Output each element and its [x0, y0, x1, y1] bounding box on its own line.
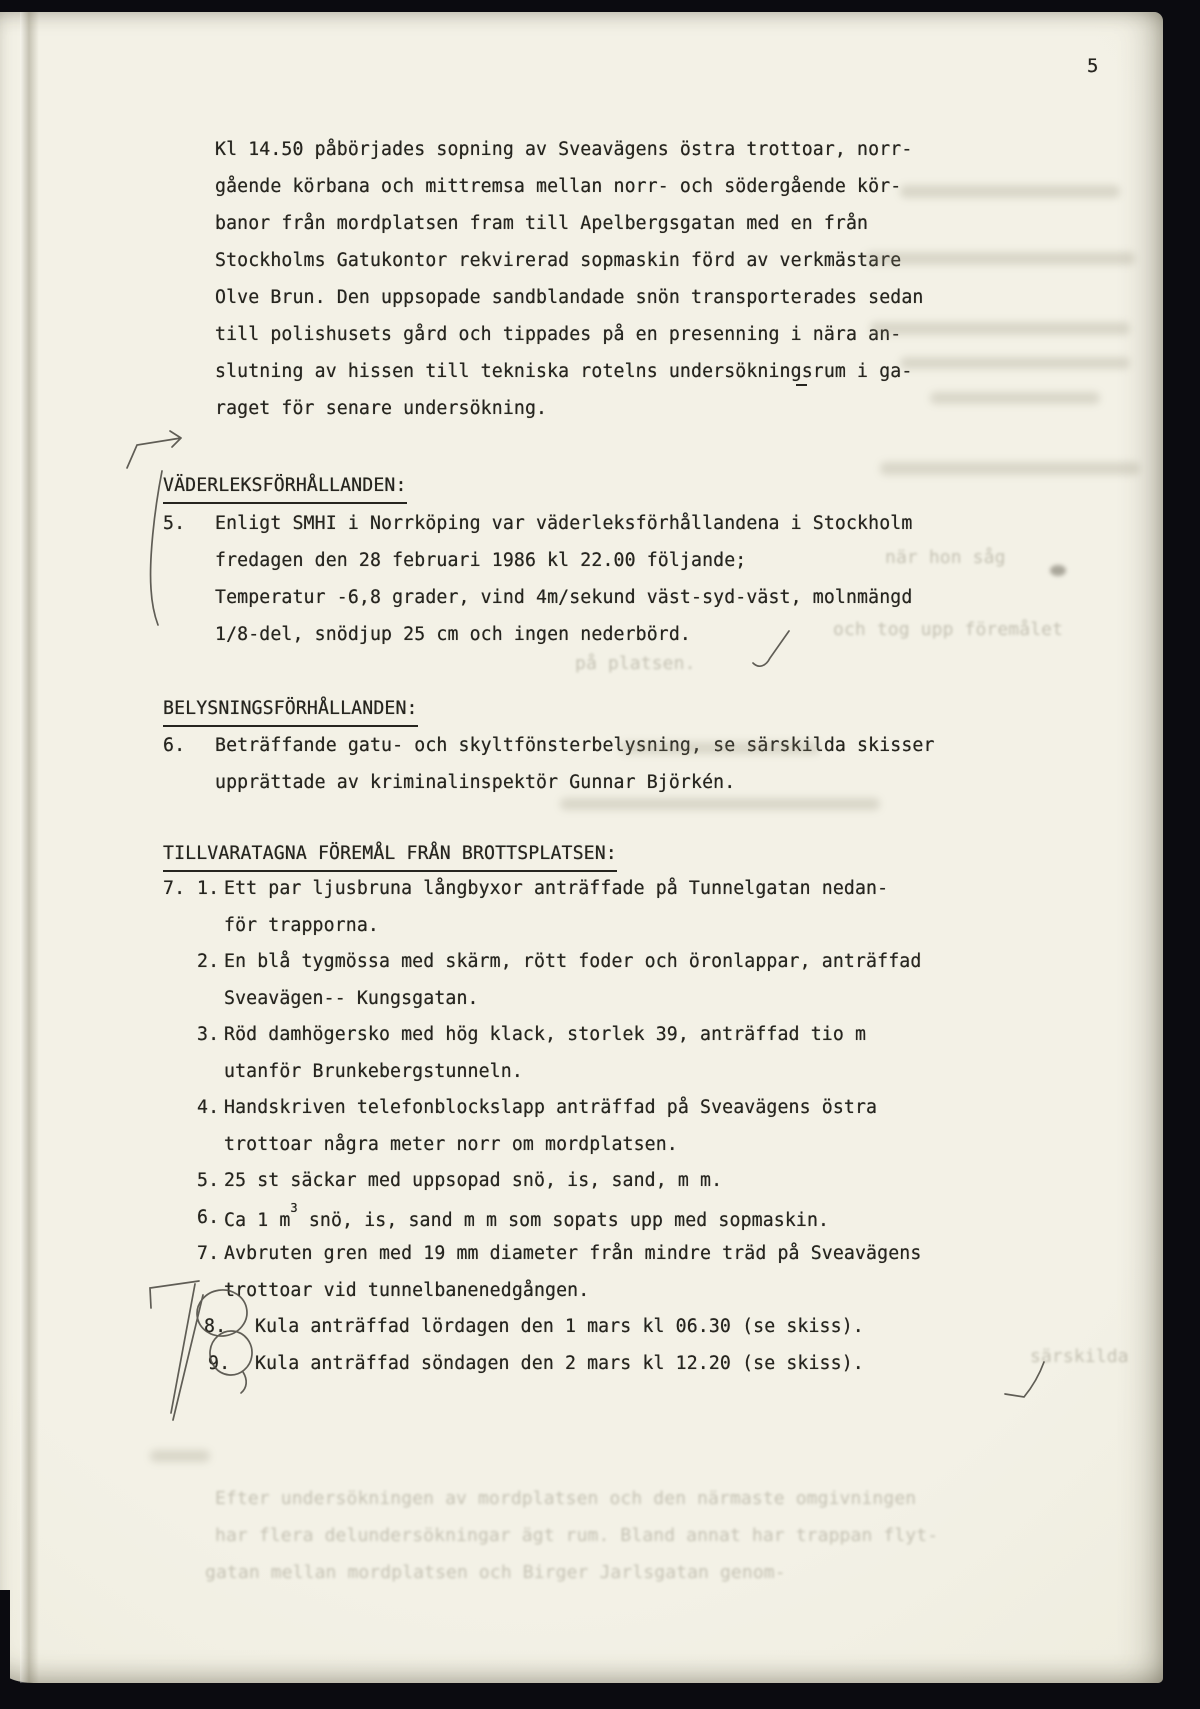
ghost-smudge [870, 322, 1130, 335]
subitem-number: 2. [197, 951, 220, 972]
ghost-smudge [620, 742, 820, 754]
subitem-number: 9. [208, 1353, 231, 1374]
typed-line: banor från mordplatsen fram till Apelbergsgatan med en från [215, 213, 869, 234]
typed-line: Sveavägen-- Kungsgatan. [224, 988, 479, 1009]
ghost-smudge [560, 798, 880, 810]
typed-line: raget för senare undersökning. [215, 398, 548, 419]
document-page [0, 12, 1163, 1683]
ghost-bleedthrough-text: särskilda [1030, 1346, 1129, 1367]
typed-line: för trapporna. [224, 915, 379, 936]
ghost-smudge [930, 392, 1100, 404]
subitem-number: 8. [204, 1316, 227, 1337]
typed-line: Röd damhögersko med hög klack, storlek 39, anträffad tio m [224, 1024, 867, 1045]
typed-line: Temperatur -6,8 grader, vind 4m/sekund väst-syd-väst, molnmängd [215, 587, 913, 608]
item-number: 7. [163, 878, 186, 899]
typed-line: slutning av hissen till tekniska rotelns undersökningsrum i ga- [215, 361, 913, 382]
subitem-number: 4. [197, 1097, 220, 1118]
ghost-bleedthrough-text: och tog upp föremålet [833, 619, 1064, 640]
typed-line: fredagen den 28 februari 1986 kl 22.00 följande; [215, 550, 747, 571]
section-heading-lighting: BELYSNINGSFÖRHÅLLANDEN: [163, 700, 418, 727]
typed-line: Ca 1 $m^3$ snö, is, sand m m som sopats upp med sopmaskin. [224, 1201, 830, 1232]
subitem-number: 6. [197, 1207, 220, 1228]
typed-line: trottoar några meter norr om mordplatsen. [224, 1134, 678, 1155]
typed-line: Enligt SMHI i Norrköping var väderleksförhållandena i Stockholm [215, 513, 913, 534]
typed-line: Avbruten gren med 19 mm diameter från mindre träd på Sveavägens [224, 1243, 922, 1264]
typed-line: till polishusets gård och tippades på en presenning i nära an- [215, 324, 902, 345]
scan-corner-shadow [0, 1590, 10, 1709]
ghost-smudge [865, 252, 1135, 265]
typed-line: 25 st säckar med uppsopad snö, is, sand, m m. [224, 1170, 723, 1191]
subitem-number: 5. [197, 1170, 220, 1191]
typed-line: utanför Brunkebergstunneln. [224, 1061, 523, 1082]
item-number: 6. [163, 735, 186, 756]
ghost-bleedthrough-text: har flera delundersökningar ägt rum. Bland annat har trappan flyt- [215, 1525, 939, 1546]
typed-line: upprättade av kriminalinspektör Gunnar Björkén. [215, 772, 736, 793]
ghost-bleedthrough-text: gatan mellan mordplatsen och Birger Jarlsgatan genom- [205, 1562, 786, 1583]
ghost-bleedthrough-text: när hon såg [885, 547, 1006, 568]
item-number: 5. [163, 513, 186, 534]
subitem-number: 1. [197, 878, 220, 899]
typed-line: Handskriven telefonblockslapp anträffad på Sveavägens östra [224, 1097, 878, 1118]
ink-blob [1050, 565, 1066, 576]
ghost-bleedthrough-text: på platsen. [575, 653, 696, 674]
page-fold-shadow [20, 12, 40, 1683]
superscript-3: 3 [290, 1201, 298, 1215]
typed-line: trottoar vid tunnelbanenedgången. [224, 1280, 590, 1301]
subitem-number: 7. [197, 1243, 220, 1264]
ghost-smudge [150, 1450, 210, 1462]
typo-underline-mark [796, 384, 807, 386]
ghost-smudge [900, 357, 1130, 369]
typed-line: Kula anträffad söndagen den 2 mars kl 12.20 (se skiss). [255, 1353, 864, 1374]
subitem-number: 3. [197, 1024, 220, 1045]
typed-line: 1/8-del, snödjup 25 cm och ingen nederbörd. [215, 624, 692, 645]
ghost-bleedthrough-text: Efter undersökningen av mordplatsen och den närmaste omgivningen [215, 1488, 917, 1509]
typed-line: Kula anträffad lördagen den 1 mars kl 06.30 (se skiss). [255, 1316, 864, 1337]
typed-line: Kl 14.50 påbörjades sopning av Sveavägens östra trottoar, norr- [215, 139, 913, 160]
typed-line: gående körbana och mittremsa mellan norr- och södergående kör- [215, 176, 902, 197]
page-number: 5 [1087, 55, 1099, 77]
typed-line: Ett par ljusbruna långbyxor anträffade på Tunnelgatan nedan- [224, 878, 889, 899]
typed-line: Beträffande gatu- och skyltfönsterbelysning, se särskilda skisser [215, 735, 935, 756]
section-heading-weather: VÄDERLEKSFÖRHÅLLANDEN: [163, 477, 407, 504]
typed-line: Stockholms Gatukontor rekvirerad sopmaskin förd av verkmästare [215, 250, 902, 271]
section-heading-objects: TILLVARATAGNA FÖREMÅL FRÅN BROTTSPLATSEN: [163, 845, 617, 872]
typed-line: Olve Brun. Den uppsopade sandblandade snön transporterades sedan [215, 287, 924, 308]
typed-line: En blå tygmössa med skärm, rött foder och öronlappar, anträffad [224, 951, 922, 972]
ghost-smudge [880, 462, 1140, 475]
ghost-smudge [900, 185, 1120, 198]
